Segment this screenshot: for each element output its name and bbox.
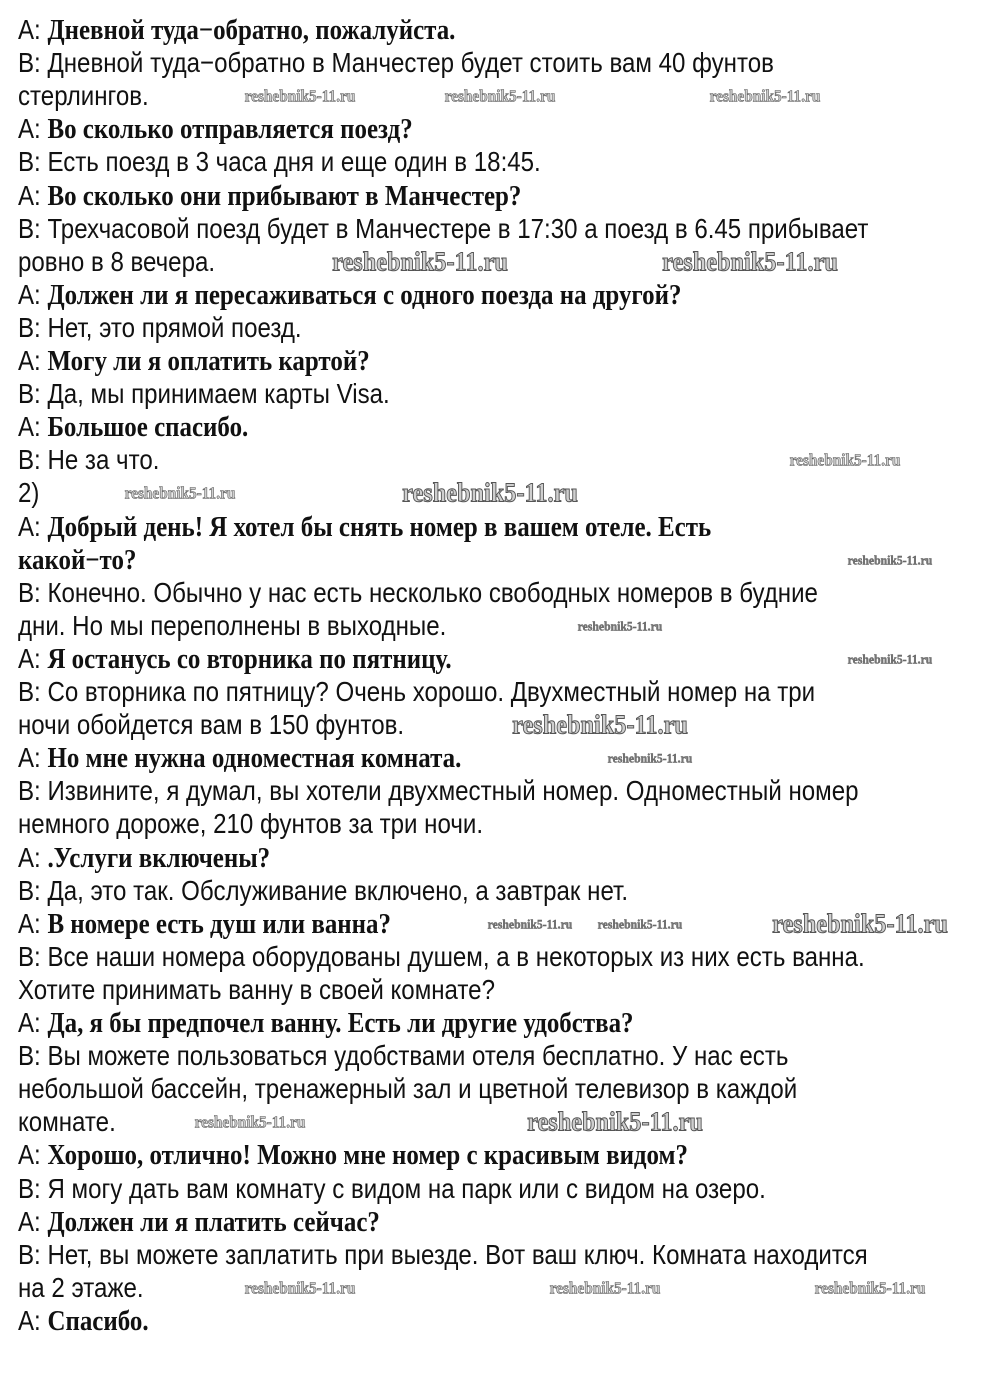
dialogue-line bbox=[18, 843, 270, 873]
question-text: В номере есть душ или ванна? bbox=[47, 907, 391, 940]
dialogue-line bbox=[18, 578, 818, 608]
question-text: Большое спасибо. bbox=[47, 411, 249, 444]
question-text: Должен ли я платить сейчас? bbox=[47, 1205, 380, 1238]
answer-text: Есть поезд в 3 часа дня и еще один в 18:45. bbox=[47, 146, 541, 178]
dialogue-line bbox=[18, 1074, 797, 1104]
dialogue-line bbox=[18, 114, 413, 144]
speaker-label: B: bbox=[18, 146, 48, 178]
watermark: reshebnik5-11.ru bbox=[607, 750, 693, 766]
dialogue-line bbox=[18, 445, 159, 475]
answer-text: Со вторника по пятницу? Очень хорошо. Двухместный номер на три bbox=[47, 676, 816, 707]
dialogue-line bbox=[18, 15, 455, 45]
speaker-label: B: bbox=[18, 676, 48, 707]
answer-text: небольшой бассейн, тренажерный зал и цветной телевизор в каждой bbox=[18, 1073, 798, 1105]
dialogue-line bbox=[18, 1240, 868, 1270]
watermark: reshebnik5-11.ru bbox=[662, 246, 838, 277]
dialogue-line bbox=[18, 809, 483, 839]
answer-text: Все наши номера оборудованы душем, а в некоторых из них есть ванна. bbox=[47, 940, 865, 972]
watermark: reshebnik5-11.ru bbox=[847, 552, 933, 568]
speaker-label: B: bbox=[18, 1172, 48, 1204]
question-text: Добрый день! Я хотел бы снять номер в вашем отеле. Есть bbox=[47, 510, 712, 543]
dialogue-line bbox=[18, 1140, 688, 1170]
dialogue-line bbox=[18, 710, 404, 740]
answer-text: Извините, я думал, вы хотели двухместный номер. Одноместный номер bbox=[47, 775, 859, 807]
dialogue-line bbox=[18, 1041, 788, 1071]
speaker-label: A: bbox=[18, 14, 48, 45]
speaker-label: A: bbox=[18, 345, 48, 376]
dialogue-line bbox=[18, 313, 302, 343]
dialogue-line bbox=[18, 379, 390, 409]
dialogue-line bbox=[18, 280, 681, 310]
answer-text: ночи обойдется вам в 150 фунтов. bbox=[18, 709, 405, 741]
dialogue-line bbox=[18, 743, 461, 773]
answer-text: немного дороже, 210 фунтов за три ночи. bbox=[18, 808, 484, 840]
answer-text: ровно в 8 вечера. bbox=[18, 245, 216, 277]
speaker-label: B: bbox=[18, 212, 48, 244]
dialogue-line bbox=[18, 1008, 634, 1038]
question-text: Я останусь со вторника по пятницу. bbox=[47, 642, 452, 675]
watermark: reshebnik5-11.ru bbox=[487, 916, 573, 932]
answer-text: 2) bbox=[18, 477, 40, 509]
question-text: какой−то? bbox=[18, 543, 137, 576]
watermark: reshebnik5-11.ru bbox=[194, 1112, 306, 1132]
watermark: reshebnik5-11.ru bbox=[512, 709, 688, 740]
watermark: reshebnik5-11.ru bbox=[244, 1278, 356, 1298]
question-text: Но мне нужна одноместная комната. bbox=[47, 742, 462, 775]
speaker-label: A: bbox=[18, 1205, 48, 1237]
answer-text: Нет, вы можете заплатить при выезде. Вот ваш ключ. Комната находится bbox=[47, 1238, 868, 1270]
answer-text: Не за что. bbox=[47, 444, 160, 476]
speaker-label: A: bbox=[18, 1139, 48, 1171]
dialogue-line bbox=[18, 1107, 116, 1137]
dialogue-line bbox=[18, 876, 628, 906]
speaker-label: A: bbox=[18, 742, 48, 774]
answer-text: дни. Но мы переполнены в выходные. bbox=[18, 609, 447, 641]
watermark: reshebnik5-11.ru bbox=[124, 483, 236, 503]
dialogue-line bbox=[18, 644, 452, 674]
speaker-label: B: bbox=[18, 576, 48, 608]
watermark: reshebnik5-11.ru bbox=[577, 618, 663, 634]
answer-text: комнате. bbox=[18, 1106, 116, 1138]
dialogue-line bbox=[18, 247, 215, 277]
watermark: reshebnik5-11.ru bbox=[814, 1278, 926, 1298]
speaker-label: B: bbox=[18, 378, 48, 410]
dialogue-line bbox=[18, 1273, 144, 1303]
question-text: Да, я бы предпочел ванну. Есть ли другие удобства? bbox=[47, 1007, 634, 1039]
answer-text: на 2 этаже. bbox=[18, 1271, 144, 1303]
dialogue-line bbox=[18, 909, 391, 939]
question-text: Должен ли я пересаживаться с одного поезда на другой? bbox=[47, 278, 682, 311]
dialogue-line bbox=[18, 776, 859, 806]
speaker-label: B: bbox=[18, 444, 48, 476]
answer-text: Нет, это прямой поезд. bbox=[47, 311, 302, 343]
dialogue-line bbox=[18, 412, 248, 442]
speaker-label: A: bbox=[18, 841, 48, 873]
dialogue-line bbox=[18, 1207, 380, 1237]
speaker-label: A: bbox=[18, 1007, 48, 1038]
answer-text: Вы можете пользоваться удобствами отеля бесплатно. У нас есть bbox=[47, 1040, 789, 1072]
dialogue-line bbox=[18, 478, 39, 508]
dialogue-line bbox=[18, 214, 868, 244]
speaker-label: A: bbox=[18, 113, 48, 145]
question-text: Спасибо. bbox=[47, 1304, 149, 1337]
watermark: reshebnik5-11.ru bbox=[527, 1106, 703, 1137]
watermark: reshebnik5-11.ru bbox=[847, 651, 933, 667]
speaker-label: B: bbox=[18, 874, 48, 906]
speaker-label: B: bbox=[18, 47, 48, 79]
speaker-label: A: bbox=[18, 510, 48, 542]
dialogue-line bbox=[18, 545, 136, 575]
answer-text: Да, мы принимаем карты Visa. bbox=[47, 378, 390, 410]
question-text: Во сколько отправляется поезд? bbox=[47, 113, 413, 146]
dialogue-line bbox=[18, 48, 774, 78]
speaker-label: B: bbox=[18, 775, 48, 807]
dialogue-line bbox=[18, 81, 149, 111]
dialogue-line bbox=[18, 512, 711, 542]
speaker-label: A: bbox=[18, 642, 48, 674]
question-text: .Услуги включены? bbox=[47, 841, 271, 874]
dialogue-line bbox=[18, 942, 865, 972]
dialogue-line bbox=[18, 677, 815, 707]
speaker-label: B: bbox=[18, 1238, 48, 1270]
speaker-label: B: bbox=[18, 311, 48, 343]
watermark: reshebnik5-11.ru bbox=[402, 477, 578, 508]
dialogue-line bbox=[18, 1174, 766, 1204]
watermark: reshebnik5-11.ru bbox=[772, 908, 948, 939]
dialogue-line bbox=[18, 181, 521, 211]
speaker-label: A: bbox=[18, 907, 48, 939]
speaker-label: A: bbox=[18, 411, 48, 443]
dialogue-line bbox=[18, 1306, 149, 1336]
watermark: reshebnik5-11.ru bbox=[709, 86, 821, 106]
speaker-label: B: bbox=[18, 940, 48, 972]
watermark: reshebnik5-11.ru bbox=[444, 86, 556, 106]
answer-text: стерлингов. bbox=[18, 80, 149, 112]
answer-text: Трехчасовой поезд будет в Манчестере в 17:30 а поезд в 6.45 прибывает bbox=[47, 212, 869, 244]
answer-text: Я могу дать вам комнату с видом на парк или с видом на озеро. bbox=[47, 1172, 766, 1204]
question-text: Могу ли я оплатить картой? bbox=[47, 345, 370, 377]
watermark: reshebnik5-11.ru bbox=[789, 450, 901, 470]
question-text: Хорошо, отлично! Можно мне номер с красивым видом? bbox=[47, 1139, 689, 1172]
dialogue-line bbox=[18, 346, 370, 376]
speaker-label: B: bbox=[18, 1040, 48, 1072]
answer-text: Хотите принимать ванну в своей комнате? bbox=[18, 973, 495, 1005]
answer-text: Да, это так. Обслуживание включено, а завтрак нет. bbox=[47, 874, 629, 906]
answer-text: Конечно. Обычно у нас есть несколько свободных номеров в будние bbox=[47, 576, 818, 608]
watermark: reshebnik5-11.ru bbox=[549, 1278, 661, 1298]
question-text: Дневной туда−обратно, пожалуйста. bbox=[47, 14, 456, 46]
watermark: reshebnik5-11.ru bbox=[244, 86, 356, 106]
question-text: Во сколько они прибывают в Манчестер? bbox=[47, 179, 522, 212]
watermark: reshebnik5-11.ru bbox=[597, 916, 683, 932]
dialogue-line bbox=[18, 611, 446, 641]
speaker-label: A: bbox=[18, 1304, 48, 1336]
answer-text: Дневной туда−обратно в Манчестер будет стоить вам 40 фунтов bbox=[47, 47, 774, 79]
speaker-label: A: bbox=[18, 179, 48, 211]
dialogue-line bbox=[18, 147, 541, 177]
watermark: reshebnik5-11.ru bbox=[332, 246, 508, 277]
speaker-label: A: bbox=[18, 278, 48, 310]
dialogue-line bbox=[18, 975, 495, 1005]
